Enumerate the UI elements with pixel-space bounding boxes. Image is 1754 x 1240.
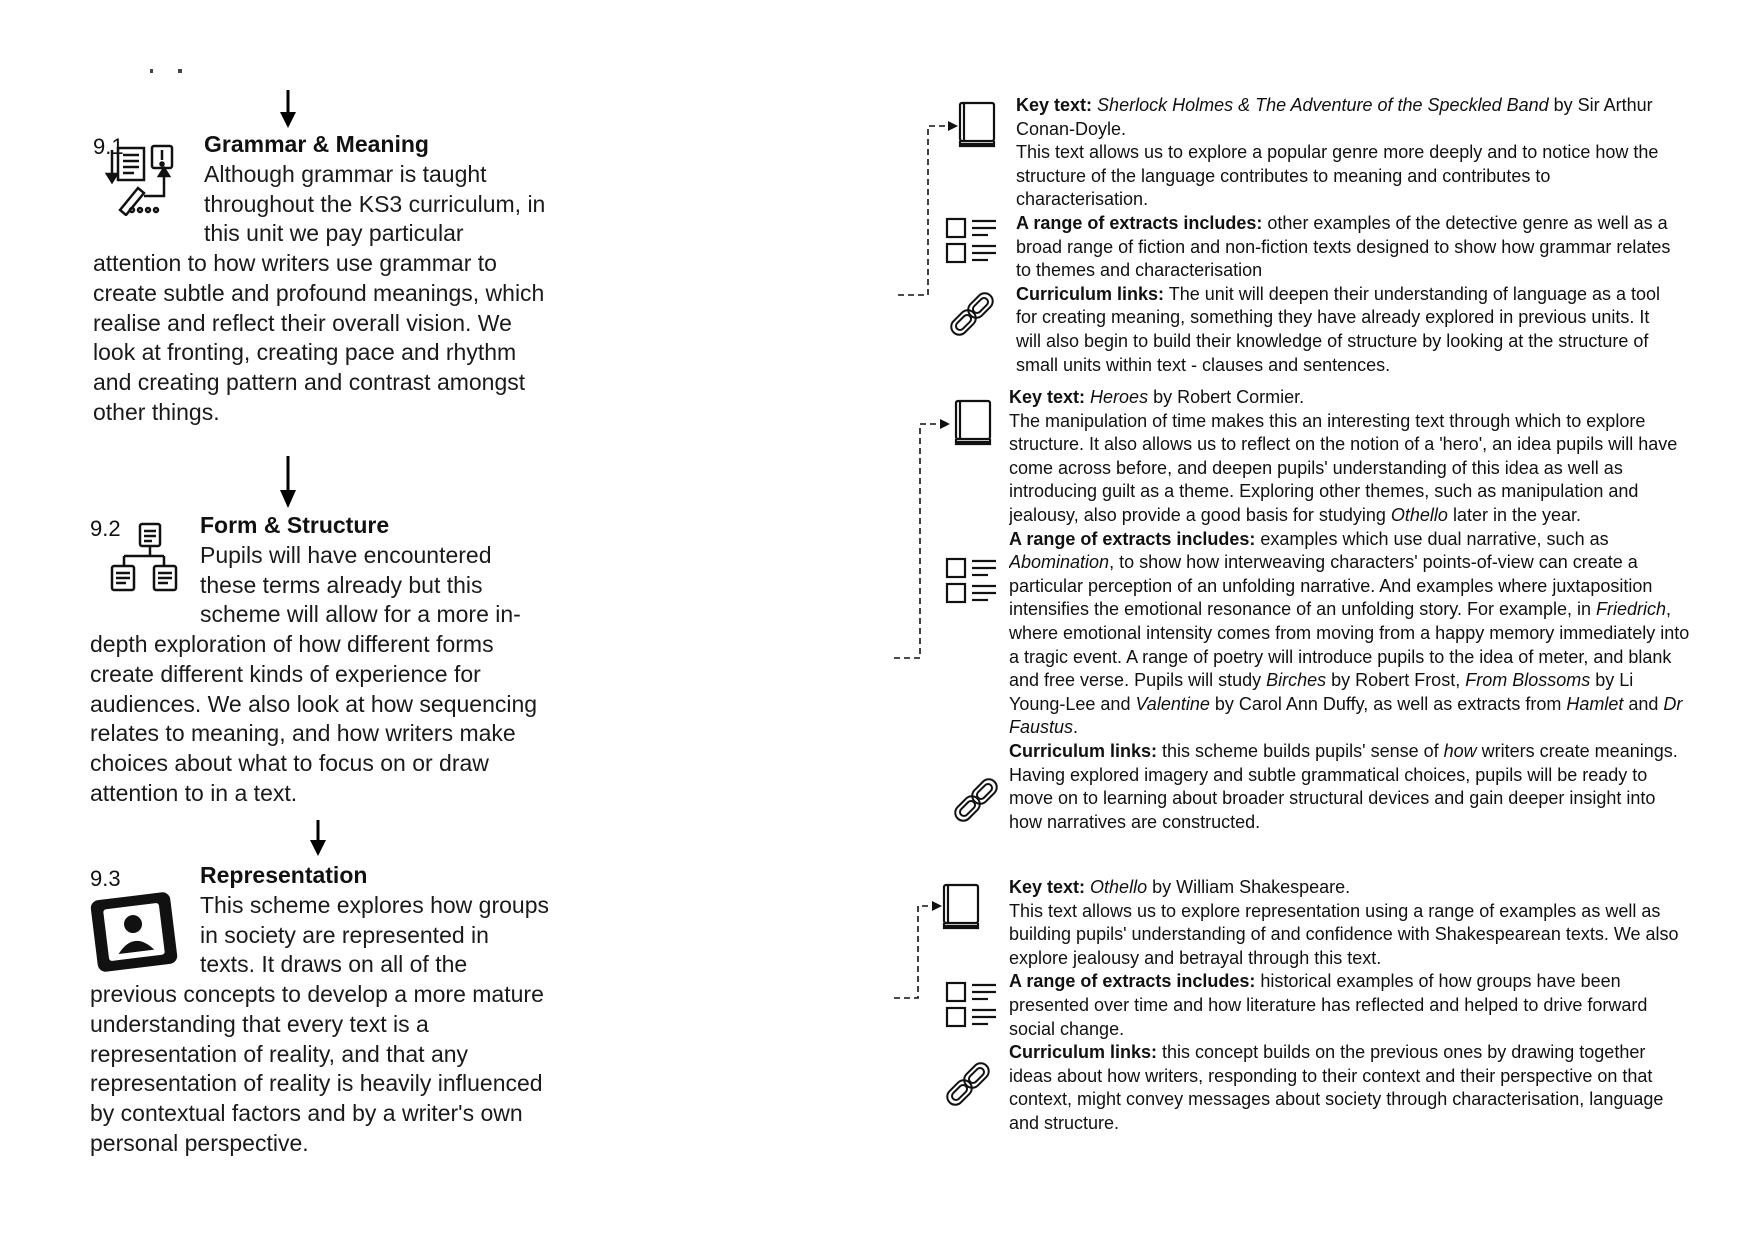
curriculum-links-text: [1009, 740, 1691, 834]
key-text-author: by Sir Arthur Conan-Doyle.: [1016, 95, 1653, 139]
extracts-part: by Robert Frost,: [1326, 670, 1466, 691]
down-arrow-icon: [308, 820, 328, 856]
extracts-title: Abomination: [1009, 552, 1110, 573]
unit-title: Representation: [200, 862, 368, 888]
list-checkbox-icon: [944, 556, 1000, 608]
unit-detail-block: [1009, 876, 1679, 1136]
unit-description-text: Although grammar is taught throughout the KS3 curriculum, in this unit we pay particular attention to how writers use grammar to create subtle and profound meanings, which realise and reflect their overall vision. We look at fronting, creating pace and rhythm and creating pattern and contrast amongst other things.: [93, 161, 546, 425]
list-checkbox-icon: [944, 980, 1000, 1032]
chain-link-icon: [948, 772, 1004, 828]
cropped-text-fragment: [150, 68, 190, 74]
unit-detail-block: [1016, 94, 1676, 377]
curriculum-links-text: this concept builds on the previous ones by drawing together ideas about how writers, responding to their context and their perspective on that context, might convey messages about society through characterisation, language and structure.: [1009, 1042, 1664, 1133]
extracts-title: From Blossoms: [1465, 670, 1591, 691]
extracts-label: A range of extracts includes:: [1016, 212, 1263, 233]
dashed-connector: [898, 110, 958, 300]
key-text-label: Key text:: [1016, 95, 1093, 115]
extracts-part: by Carol Ann Duffy, as well as extracts from: [1209, 693, 1567, 714]
curriculum-links-emphasis: how: [1443, 740, 1477, 761]
key-text-label: Key text:: [1009, 387, 1086, 407]
dashed-connector: [894, 410, 954, 662]
extracts-text: [1009, 528, 1691, 740]
list-checkbox-icon: [944, 216, 1000, 268]
extracts-part: and: [1623, 693, 1664, 714]
curriculum-links-label: Curriculum links:: [1009, 740, 1158, 761]
extracts-text: other examples of the detective genre as well as a broad range of fiction and non-fiction texts designed to show how grammar relates to themes and characterisation: [1016, 212, 1671, 281]
key-text-label: Key text:: [1009, 877, 1086, 897]
key-text-title: Othello: [1090, 877, 1148, 897]
unit-description: [90, 891, 550, 1158]
key-text-description: This text allows us to explore representation using a range of examples as well as building pupils' understanding of and confidence with Shakespearean texts. We also explore jealousy and betrayal through this text.: [1009, 900, 1679, 968]
unit-number: 9.2: [90, 516, 121, 541]
curriculum-links-part: this scheme builds pupils' sense of: [1157, 740, 1444, 761]
extracts-label: A range of extracts includes:: [1009, 971, 1256, 992]
down-arrow-icon: [278, 90, 298, 128]
curriculum-links-label: Curriculum links:: [1016, 283, 1165, 304]
chain-link-icon: [940, 1056, 996, 1112]
extracts-text: historical examples of how groups have been presented over time and how literature has reflected and helped to drive forward social change.: [1009, 971, 1648, 1039]
unit-detail-block: [1009, 386, 1691, 860]
key-text-description-title: Othello: [1390, 504, 1448, 525]
extracts-title: Friedrich: [1596, 599, 1667, 620]
unit-title: Form & Structure: [200, 512, 390, 538]
down-arrow-icon: [278, 456, 298, 508]
extracts-title: Valentine: [1135, 693, 1210, 714]
key-text-author: by William Shakespeare.: [1147, 877, 1351, 897]
key-text-description: This text allows us to explore a popular genre more deeply and to notice how the structure of the language contributes to meaning and contributes to characterisation.: [1016, 142, 1659, 210]
book-icon: [956, 100, 998, 150]
extracts-title: Dr Faustus: [1009, 693, 1683, 738]
extracts-title: Hamlet: [1566, 693, 1624, 714]
extracts-part: , where emotional intensity comes from moving from a happy memory immediately into a tragic event. A range of poetry will introduce pupils to the idea of meter, and blank and free verse. Pupils will study: [1009, 599, 1690, 691]
key-text-description-part: The manipulation of time makes this an interesting text through which to explore structure. It also allows us to reflect on the notion of a 'hero', an idea pupils will have come across before, and deepen pupils' understanding of this idea as well as introducing guilt as a theme. Exploring other themes, such as manipulation and jealousy, also provide a good basis for studying: [1009, 410, 1678, 525]
extracts-title: Birches: [1266, 670, 1327, 691]
unit-description: [90, 541, 550, 808]
unit-number: 9.1: [93, 134, 124, 159]
unit-description-text: This scheme explores how groups in society are represented in texts. It draws on all of the previous concepts to develop a more mature understanding that every text is a representation of reality, and that any representation of reality is heavily influenced by contextual factors and by a writer's own personal perspective.: [90, 892, 549, 1156]
curriculum-links-label: Curriculum links:: [1009, 1042, 1158, 1063]
key-text-author: by Robert Cormier.: [1148, 387, 1305, 407]
extracts-part: examples which use dual narrative, such as: [1255, 528, 1609, 549]
curriculum-links-part: writers create meanings. Having explored imagery and subtle grammatical choices, pupils will be ready to move on to learning about broader structural devices and gain deeper insight into how narratives are constructed.: [1009, 740, 1678, 832]
extracts-label: A range of extracts includes:: [1009, 528, 1256, 549]
extracts-part: .: [1073, 717, 1079, 738]
key-text-title: Sherlock Holmes & The Adventure of the Speckled Band: [1097, 95, 1549, 115]
extracts-part: by Li Young-Lee and: [1009, 670, 1634, 714]
unit-number: 9.3: [90, 866, 121, 891]
book-icon: [940, 882, 982, 932]
key-text-description: [1009, 410, 1691, 528]
curriculum-links-text: The unit will deepen their understanding of language as a tool for creating meaning, something they have already explored in previous units. It will also begin to build their knowledge of structure by looking at the structure of small units within text - clauses and sentences.: [1016, 283, 1661, 375]
key-text-title: Heroes: [1090, 387, 1149, 407]
unit-description-text: Pupils will have encountered these terms already but this scheme will allow for a more in-depth exploration of how different forms create different kinds of experience for audiences. We also look at how sequencing relates to meaning, and how writers make choices about what to focus on or draw attention to in a text.: [90, 542, 538, 806]
book-icon: [952, 398, 994, 448]
unit-description: [93, 160, 553, 427]
unit-title: Grammar & Meaning: [204, 131, 429, 157]
extracts-part: , to show how interweaving characters' points-of-view can create a particular perception of an unfolding narrative. And examples where juxtaposition intensifies the emotional resonance of an unfolding story. For example, in: [1009, 552, 1653, 620]
key-text-description-part: later in the year.: [1447, 504, 1582, 525]
chain-link-icon: [944, 286, 1000, 342]
